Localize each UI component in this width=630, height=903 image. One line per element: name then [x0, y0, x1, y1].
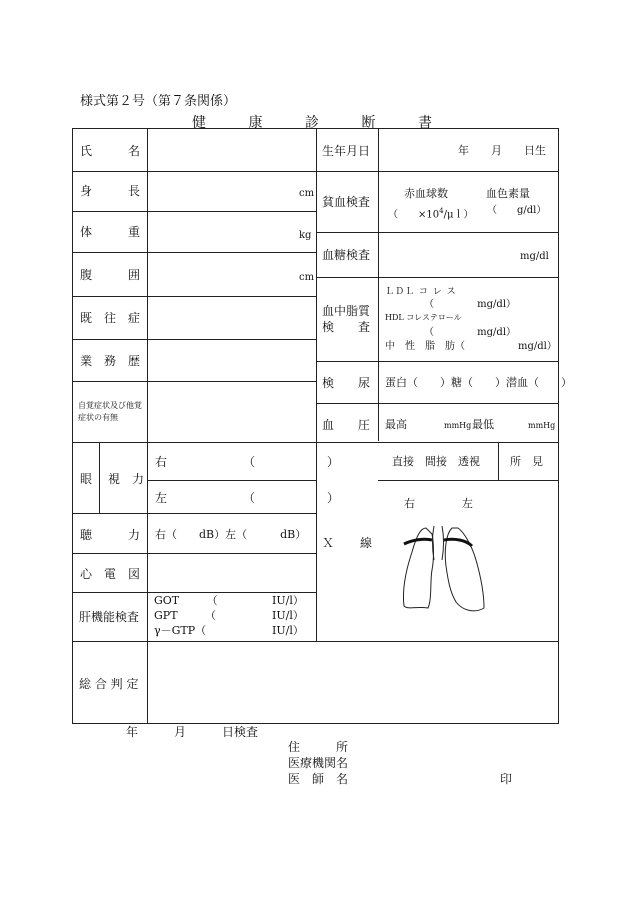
bp-low-unit: mmHg [528, 421, 556, 430]
divider [72, 381, 317, 382]
hearing-values: 右（ dB）左（ dB） [155, 528, 307, 541]
weight-unit: kg [299, 230, 312, 241]
hb-unit: （ g/dl） [487, 205, 547, 216]
label-vision: 視 力 [108, 472, 145, 486]
footer-doctor: 医 師 名 [288, 772, 349, 786]
footer-institution: 医療機関名 [288, 756, 349, 770]
divider [72, 442, 558, 443]
title-char: 康 [248, 115, 263, 131]
rbc-unit-pre: （ ×10 [388, 209, 440, 221]
label-symptoms-2: 症状の有無 [78, 413, 118, 422]
label-lipid: 血中脂質 [322, 304, 371, 318]
vision-right-value: （ ） [243, 455, 340, 469]
title-char: 断 [361, 115, 376, 131]
label-overall: 総 合 判 定 [79, 677, 139, 691]
divider [147, 480, 317, 481]
ggtp-label: γ－GTP（ [154, 624, 207, 637]
divider [99, 442, 100, 513]
divider [316, 277, 558, 278]
birth-date: 年 月 日生 [458, 144, 546, 157]
label-urine: 検 尿 [322, 376, 371, 390]
divider [72, 553, 317, 554]
tg-label: 中 性 脂 肪（ [385, 341, 465, 352]
footer-address: 住 所 [288, 740, 349, 754]
divider [72, 296, 317, 297]
label-weight: 体 重 [80, 225, 141, 239]
label-ecg: 心 電 図 [80, 567, 141, 581]
label-name: 氏 名 [80, 144, 141, 158]
exam-date: 年 月 日検査 [126, 725, 259, 739]
xray-findings: 所 見 [510, 455, 543, 468]
gpt-unit: IU/l） [272, 609, 304, 622]
label-height: 身 長 [80, 184, 141, 198]
form-number: 様式第２号（第７条関係） [80, 94, 237, 109]
label-lipid-2: 検 査 [322, 320, 371, 334]
urine-values: 蛋白（ ）糖（ ）潜血（ ） [385, 376, 572, 389]
divider [498, 442, 499, 480]
label-xray-line: 線 [360, 536, 373, 550]
label-blood-pressure: 血 圧 [322, 418, 371, 432]
divider [72, 339, 317, 340]
got-unit: IU/l） [272, 594, 304, 607]
label-history: 既 往 症 [80, 311, 141, 325]
sugar-unit: mg/dl [520, 251, 549, 262]
got-label: GOT （ [154, 594, 218, 607]
divider [316, 232, 558, 233]
bp-low-label: 最低 [472, 418, 494, 431]
divider [72, 641, 558, 642]
height-unit: cm [299, 188, 315, 199]
divider [72, 513, 317, 514]
divider [316, 403, 558, 404]
lung-diagram [398, 520, 498, 620]
ldl-value: （ mg/dl） [424, 299, 517, 310]
hdl-label: HDL コレステロール [385, 313, 462, 322]
bp-high-unit: mmHg [444, 421, 472, 430]
ggtp-unit: IU/l） [272, 624, 304, 637]
divider [72, 211, 317, 212]
rbc-unit-exp: 4 [439, 207, 444, 215]
rbc-unit [388, 204, 473, 222]
label-liver: 肝機能検査 [79, 610, 140, 624]
divider [72, 592, 317, 593]
ldl-label: ＬＤＬ コ レ ス [385, 287, 457, 297]
divider [316, 128, 317, 641]
divider [378, 128, 379, 441]
seal-mark: 印 [500, 772, 513, 786]
label-eye: 眼 [80, 472, 93, 486]
xray-methods: 直接 間接 透視 [392, 455, 480, 468]
label-symptoms: 自覚症状及び他覚 [78, 401, 142, 410]
divider [72, 252, 317, 253]
waist-unit: cm [299, 272, 315, 283]
vision-left: 左 [155, 491, 168, 505]
divider [378, 480, 558, 481]
label-blood-sugar: 血糖検査 [322, 248, 371, 262]
rbc-unit-post: /μｌ） [443, 209, 474, 221]
hdl-value: （ mg/dl） [424, 327, 517, 338]
title-char: 書 [418, 115, 432, 131]
vision-right: 右 [155, 455, 168, 469]
bp-high-label: 最高 [385, 418, 407, 431]
lung-right-label: 右 [404, 497, 415, 510]
tg-unit: mg/dl） [518, 341, 557, 352]
label-work-history: 業 務 歴 [80, 354, 141, 368]
divider [147, 128, 148, 723]
divider [72, 171, 558, 172]
label-waist: 腹 囲 [80, 268, 141, 282]
clavicle-right [404, 539, 432, 544]
rbc-label: 赤血球数 [404, 187, 448, 200]
label-birth: 生年月日 [322, 144, 371, 158]
hb-label: 血色素量 [486, 187, 530, 200]
label-anemia: 貧血検査 [322, 195, 371, 209]
gpt-label: GPT （ [154, 609, 217, 622]
divider [316, 361, 558, 362]
trachea-right [442, 526, 444, 560]
lung-left-label: 左 [462, 497, 473, 510]
title-char: 健 [192, 115, 206, 131]
vision-left-value: （ ） [243, 491, 340, 505]
title-char: 診 [305, 115, 319, 131]
label-hearing: 聴 力 [80, 528, 141, 542]
label-xray-x: Ｘ [322, 536, 335, 550]
